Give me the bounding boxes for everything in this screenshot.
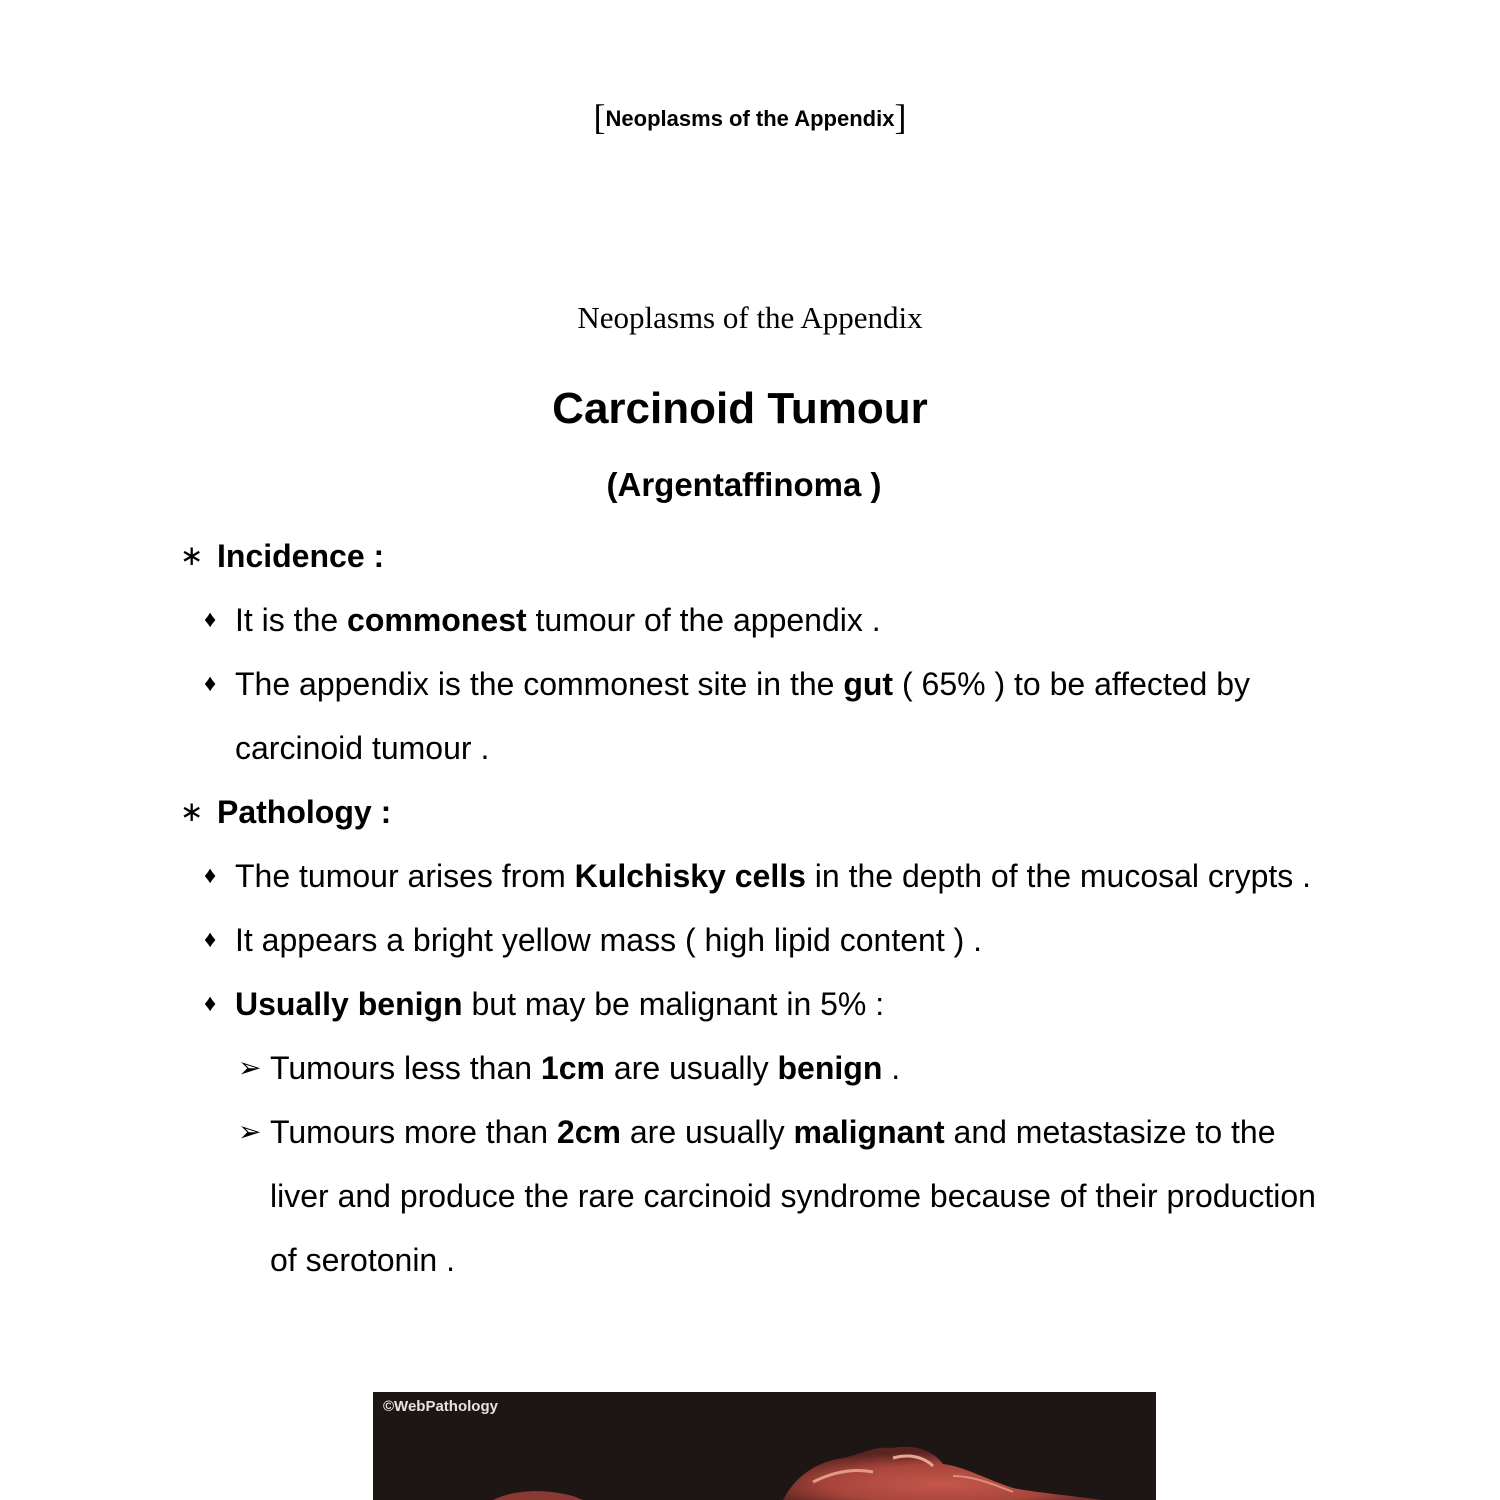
list-item (180, 844, 1340, 908)
running-header-title: Neoplasms of the Appendix (605, 106, 895, 131)
diamond-icon: ♦ (204, 862, 217, 889)
star-icon: ∗ (180, 540, 204, 571)
text-run: in the depth of the mucosal crypts . (805, 858, 1312, 894)
document-subtitle: Neoplasms of the Appendix (577, 300, 923, 335)
text-run-bold: Kulchisky cells (574, 858, 806, 894)
text-run: The appendix is the commonest site in the (235, 666, 844, 702)
text-run: It is the (235, 602, 348, 638)
arrow-icon: ➢ (238, 1116, 262, 1147)
text-run-bold: commonest (347, 602, 527, 638)
section-heading-label: Incidence : (217, 538, 385, 574)
section-heading-incidence (180, 524, 1340, 588)
header-bracket-open: [ (593, 97, 606, 137)
text-run: but may be malignant in 5% : (462, 986, 885, 1022)
list-item (180, 588, 1340, 652)
running-header (0, 96, 1500, 138)
text-run: tumour of the appendix . (526, 602, 881, 638)
text-run: ( 65% ) to be affected by carcinoid tumour . (235, 666, 1251, 766)
sub-list-item (180, 1100, 1340, 1292)
list-item (180, 652, 1340, 780)
text-run: It appears a bright yellow mass ( high lipid content ) . (235, 922, 983, 958)
star-icon: ∗ (180, 796, 204, 827)
document-body (180, 524, 1340, 1292)
text-run: are usually (604, 1050, 778, 1086)
text-run-bold: malignant (793, 1114, 945, 1150)
text-run-bold: 1cm (540, 1050, 605, 1086)
section-heading-pathology (180, 780, 1340, 844)
list-item (180, 908, 1340, 972)
text-run-bold: Usually benign (235, 986, 463, 1022)
text-run-bold: 2cm (556, 1114, 621, 1150)
text-run-bold: gut (843, 666, 894, 702)
diamond-icon: ♦ (204, 606, 217, 633)
sub-list-item (180, 1036, 1340, 1100)
text-run: Tumours less than (270, 1050, 541, 1086)
list-item (180, 972, 1340, 1036)
figure-credit: ©WebPathology (383, 1398, 498, 1415)
document-alt-title: (Argentaffinoma ) (606, 466, 882, 503)
diamond-icon: ♦ (204, 926, 217, 953)
text-run: Tumours more than (270, 1114, 557, 1150)
arrow-icon: ➢ (238, 1052, 262, 1083)
text-run: are usually (620, 1114, 794, 1150)
header-bracket-close: ] (894, 97, 907, 137)
text-run-bold: benign (777, 1050, 883, 1086)
document-title: Carcinoid Tumour (552, 384, 928, 433)
diamond-icon: ♦ (204, 990, 217, 1017)
section-heading-label: Pathology : (217, 794, 392, 830)
text-run: The tumour arises from (235, 858, 575, 894)
gross-pathology-photo (373, 1392, 1156, 1500)
diamond-icon: ♦ (204, 670, 217, 697)
text-run: and metastasize to the liver and produce the rare carcinoid syndrome because of their production of serotonin . (270, 1114, 1316, 1278)
text-run: . (882, 1050, 901, 1086)
